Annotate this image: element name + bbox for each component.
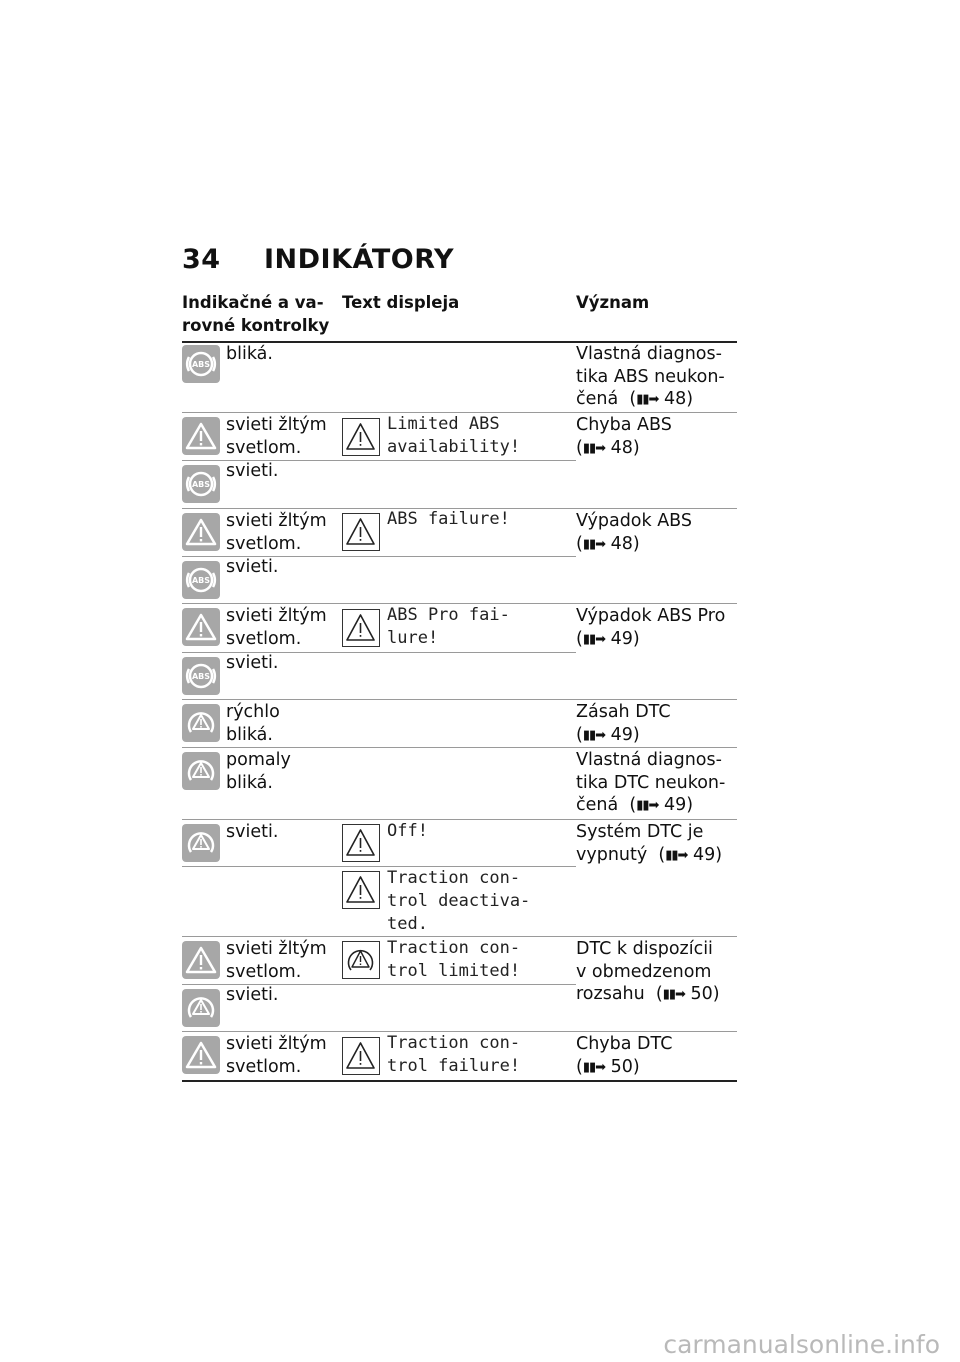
page-reference[interactable]: (▮▮➡ 50): [576, 1056, 672, 1080]
meaning-text: Chyba ABS (▮▮➡ 48): [576, 414, 672, 460]
dtc-indicator-icon: [182, 989, 220, 1027]
abs-indicator-icon: [182, 657, 220, 695]
page-reference-arrow-icon: ▮▮➡: [665, 847, 688, 863]
status-text: svieti žltým svetlom.: [226, 415, 327, 458]
display-message: Traction con- trol failure!: [387, 1033, 521, 1076]
status-text: svieti.: [226, 985, 279, 1005]
row-divider: [182, 699, 737, 700]
table-bottom-rule: [182, 1080, 737, 1082]
meaning-text: Zásah DTC (▮▮➡ 49): [576, 701, 671, 747]
abs-indicator-icon: [182, 561, 220, 599]
display-message: Traction con- trol limited!: [387, 938, 521, 981]
page-reference[interactable]: (▮▮➡ 49): [658, 845, 722, 865]
warning-triangle-icon: [342, 871, 380, 909]
warning-triangle-icon: [182, 1036, 220, 1074]
status-text: svieti žltým svetlom.: [226, 939, 327, 982]
warning-triangle-icon: [182, 417, 220, 455]
page-reference[interactable]: (▮▮➡ 48): [576, 533, 692, 557]
status-text: svieti.: [226, 653, 279, 673]
page-reference[interactable]: (▮▮➡ 48): [629, 389, 693, 409]
warning-triangle-icon: [342, 609, 380, 647]
dtc-limited-icon: [342, 941, 380, 979]
dtc-indicator-icon: [182, 704, 220, 742]
column-header-indicator: Indikačné a va- rovné kontrolky: [182, 293, 330, 335]
display-message: Off!: [387, 821, 428, 841]
status-text: bliká.: [226, 344, 273, 364]
status-text: svieti.: [226, 461, 279, 481]
meaning-text: Chyba DTC (▮▮➡ 50): [576, 1033, 672, 1079]
warning-triangle-icon: [342, 1037, 380, 1075]
warning-triangle-icon: [182, 941, 220, 979]
page-reference[interactable]: (▮▮➡ 49): [576, 628, 725, 652]
status-text: svieti žltým svetlom.: [226, 606, 327, 649]
status-text: svieti žltým svetlom.: [226, 1034, 327, 1077]
display-message: ABS Pro fai- lure!: [387, 605, 510, 648]
page-reference[interactable]: (▮▮➡ 49): [629, 795, 693, 815]
meaning-text: DTC k dispozícii v obmedzenom rozsahu (▮▮➡ 50): [576, 938, 720, 1007]
page-number: 34: [182, 244, 221, 275]
svg-text:ABS: ABS: [191, 360, 211, 369]
svg-text:ABS: ABS: [191, 480, 211, 489]
page-reference-arrow-icon: ▮▮➡: [582, 536, 606, 552]
page-reference[interactable]: (▮▮➡ 48): [576, 437, 672, 461]
abs-indicator-icon: [182, 465, 220, 503]
meaning-text: Výpadok ABS Pro (▮▮➡ 49): [576, 605, 725, 651]
warning-triangle-icon: [342, 824, 380, 862]
row-divider: [182, 819, 737, 820]
warning-triangle-icon: [182, 608, 220, 646]
status-text: svieti žltým svetlom.: [226, 511, 327, 554]
page-reference-arrow-icon: ▮▮➡: [636, 798, 659, 813]
svg-text:ABS: ABS: [191, 672, 211, 681]
meaning-text: Vlastná diagnos- tika DTC neukon- čená (▮▮➡ 49): [576, 749, 725, 818]
dtc-indicator-icon: [182, 824, 220, 862]
column-header-display-text: Text displeja: [342, 293, 460, 312]
warning-triangle-icon: [342, 513, 380, 551]
page-reference[interactable]: (▮▮➡ 50): [656, 984, 720, 1004]
display-message: ABS failure!: [387, 509, 510, 529]
watermark: carmanualsonline.info: [663, 1330, 940, 1359]
status-text: svieti.: [226, 822, 279, 842]
warning-triangle-icon: [182, 513, 220, 551]
page-reference-arrow-icon: ▮▮➡: [582, 727, 606, 743]
page-reference[interactable]: (▮▮➡ 49): [576, 724, 671, 748]
page-reference-arrow-icon: ▮▮➡: [582, 631, 606, 647]
status-text: svieti.: [226, 557, 279, 577]
dtc-indicator-icon: [182, 752, 220, 790]
meaning-text: Systém DTC je vypnutý (▮▮➡ 49): [576, 821, 722, 867]
page-title: INDIKÁTORY: [264, 244, 455, 275]
row-divider: [182, 747, 737, 748]
page-reference-arrow-icon: ▮▮➡: [662, 987, 685, 1002]
meaning-text: Vlastná diagnos- tika ABS neukon- čená (▮▮➡ 48): [576, 343, 725, 412]
page-reference-arrow-icon: ▮▮➡: [582, 1059, 606, 1075]
display-message: Traction con- trol deactiva- ted.: [387, 868, 531, 934]
page-heading: [182, 244, 454, 275]
svg-text:ABS: ABS: [191, 576, 211, 585]
status-text: pomaly bliká.: [226, 750, 291, 793]
page-reference-arrow-icon: ▮▮➡: [582, 440, 606, 456]
column-header-meaning: Význam: [576, 293, 650, 312]
warning-triangle-icon: [342, 418, 380, 456]
page-reference-arrow-icon: ▮▮➡: [636, 392, 659, 407]
status-text: rýchlo bliká.: [226, 702, 280, 745]
display-message: Limited ABS availability!: [387, 414, 521, 457]
meaning-text: Výpadok ABS (▮▮➡ 48): [576, 510, 692, 556]
abs-indicator-icon: [182, 345, 220, 383]
